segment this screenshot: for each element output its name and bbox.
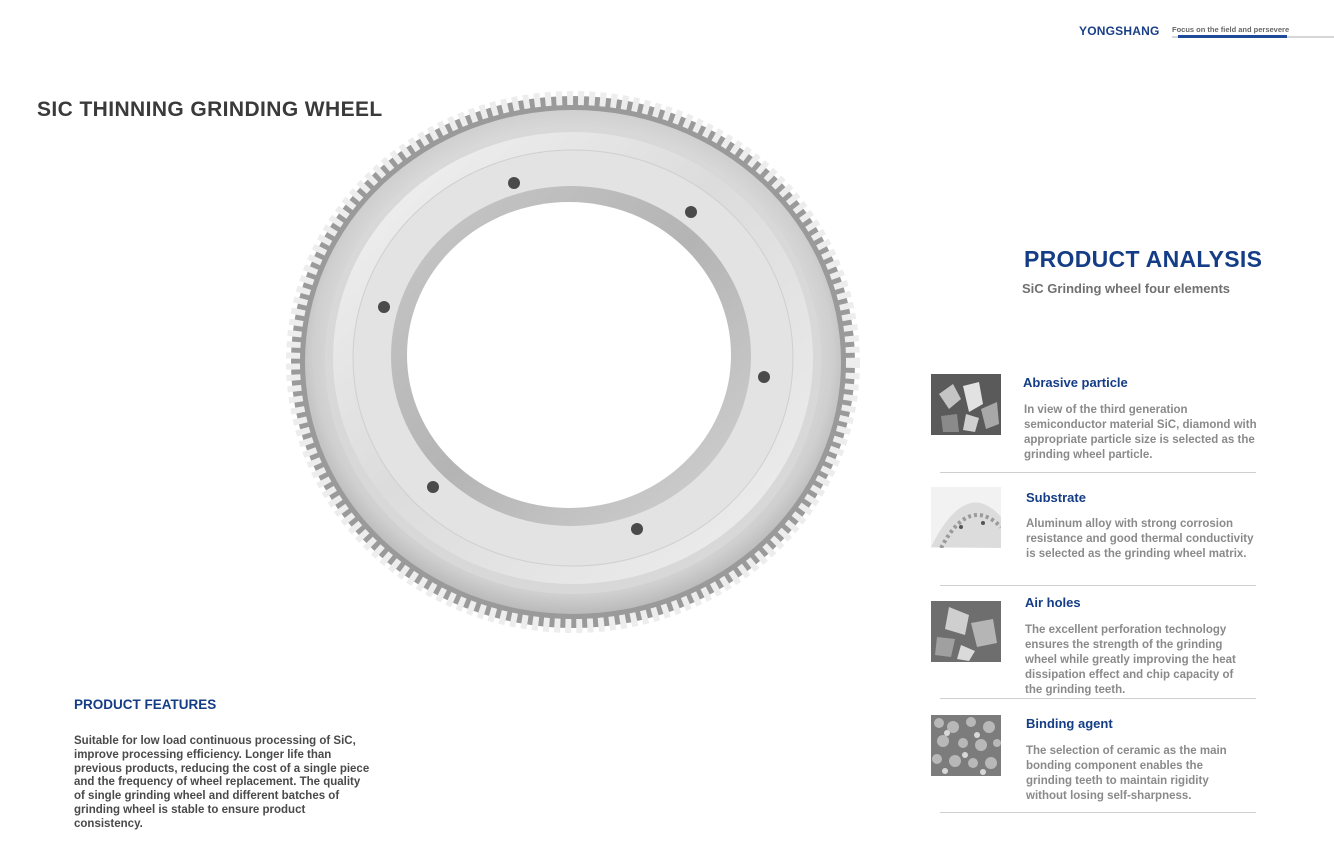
element-title-air-holes: Air holes xyxy=(1025,595,1081,610)
element-desc-binding-agent: The selection of ceramic as the main bonding component enables the grinding teeth to maintain rigidity without losing self-sharpness. xyxy=(1026,745,1227,802)
air-holes-image xyxy=(931,601,1001,662)
divider xyxy=(940,812,1256,813)
element-desc-abrasive: In view of the third generation semiconductor material SiC, diamond with appropriate particle size is selected as the grinding wheel particle. xyxy=(1024,404,1257,461)
element-title-abrasive: Abrasive particle xyxy=(1023,375,1128,390)
divider xyxy=(940,585,1256,586)
tagline: Focus on the field and persevere xyxy=(1172,25,1290,34)
page-title: SIC THINNING GRINDING WHEEL xyxy=(37,98,383,121)
analysis-title: PRODUCT ANALYSIS xyxy=(1024,246,1263,272)
element-title-binding-agent: Binding agent xyxy=(1026,716,1113,731)
features-title: PRODUCT FEATURES xyxy=(74,697,217,712)
divider xyxy=(940,472,1256,473)
abrasive-particle-image xyxy=(931,374,1001,435)
brand-name: YONGSHANG xyxy=(1079,24,1160,38)
grinding-wheel-image xyxy=(284,90,862,635)
element-desc-substrate: Aluminum alloy with strong corrosion resistance and good thermal conductivity is selected as the grinding wheel matrix. xyxy=(1026,518,1254,560)
binding-agent-image xyxy=(931,715,1001,776)
element-desc-air-holes: The excellent perforation technology ensures the strength of the grinding wheel while greatly improving the heat dissipation effect and chip capacity of the grinding teeth. xyxy=(1025,624,1236,696)
substrate-image xyxy=(931,487,1001,548)
element-title-substrate: Substrate xyxy=(1026,490,1086,505)
features-description: Suitable for low load continuous processing of SiC, improve processing efficiency. Longer life than previous products, reducing the cost of a single piece and the frequency of wheel replacement. The quality of single grinding wheel and different batches of grinding wheel is stable to ensure product consistency. xyxy=(74,735,370,830)
divider xyxy=(940,698,1256,699)
tagline-accent-bar xyxy=(1178,35,1287,38)
analysis-subtitle: SiC Grinding wheel four elements xyxy=(1022,281,1231,296)
